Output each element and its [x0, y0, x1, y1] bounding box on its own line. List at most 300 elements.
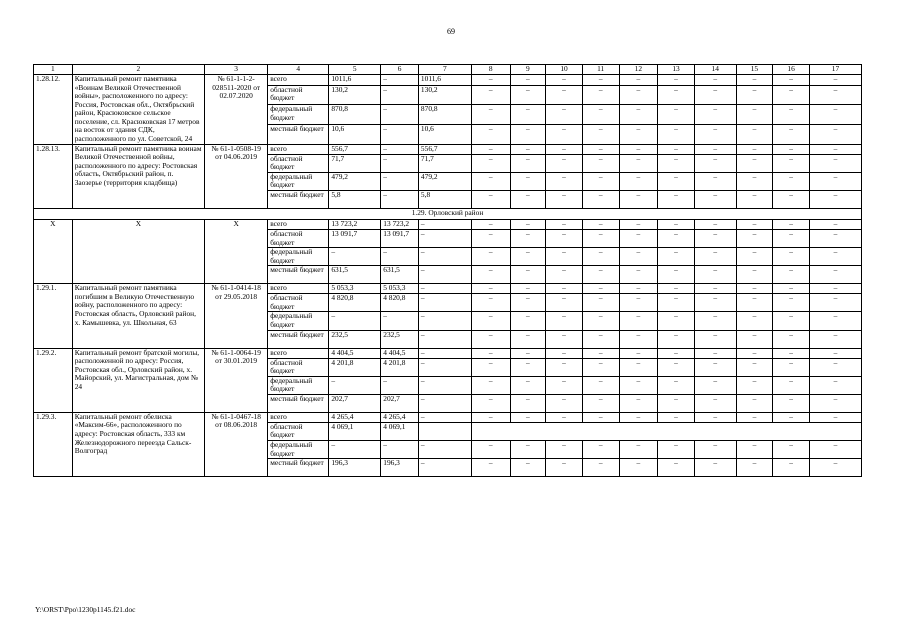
- amount-total: 479,2: [329, 172, 381, 190]
- amount-col12: –: [619, 394, 658, 412]
- amount-col17: –: [809, 229, 861, 247]
- amount-col16: –: [773, 85, 810, 105]
- funding-source: областной бюджет: [268, 229, 329, 247]
- amount-col11: –: [582, 85, 619, 105]
- funding-source: федеральный бюджет: [268, 376, 329, 394]
- amount-col14: –: [694, 284, 736, 294]
- amount-col11: –: [582, 394, 619, 412]
- amount-col6: 196,3: [381, 459, 419, 477]
- amount-col15: –: [736, 229, 773, 247]
- amount-col14: –: [694, 105, 736, 125]
- amount-col16: –: [773, 394, 810, 412]
- amount-col13: –: [658, 154, 695, 172]
- amount-col6: 4 201,8: [381, 358, 419, 376]
- amount-total: –: [329, 376, 381, 394]
- amount-col10: –: [546, 75, 583, 86]
- amount-col10: –: [546, 294, 583, 312]
- amount-col11: –: [582, 229, 619, 247]
- amount-col15: –: [736, 144, 773, 154]
- amount-col12: –: [619, 294, 658, 312]
- amount-col16: –: [773, 284, 810, 294]
- column-number-row: [34, 65, 862, 75]
- amount-total: –: [329, 248, 381, 266]
- amount-col14: –: [694, 248, 736, 266]
- amount-col11: –: [582, 266, 619, 284]
- object-name: Капитальный ремонт обелиска «Максим-66», расположенного по адресу: Ростовская область, 333 км Железнодорожного переезда Сальск-Волгоград: [72, 412, 204, 476]
- amount-col12: –: [619, 248, 658, 266]
- amount-col9: –: [510, 358, 546, 376]
- amount-col11: –: [582, 284, 619, 294]
- amount-col13: –: [658, 294, 695, 312]
- table-row: [34, 144, 862, 154]
- amount-col7: –: [418, 376, 471, 394]
- amount-col11: –: [582, 172, 619, 190]
- amount-col17: –: [809, 154, 861, 172]
- amount-total: 5,8: [329, 190, 381, 208]
- amount-total: 13 723,2: [329, 219, 381, 229]
- amount-col11: –: [582, 219, 619, 229]
- funding-source: федеральный бюджет: [268, 105, 329, 125]
- amount-col7: 479,2: [418, 172, 471, 190]
- column-number: 15: [736, 65, 773, 75]
- amount-col15: –: [736, 294, 773, 312]
- amount-col13: –: [658, 190, 695, 208]
- amount-col7: –: [418, 248, 471, 266]
- column-number: 9: [510, 65, 546, 75]
- column-number: 5: [329, 65, 381, 75]
- amount-col8: –: [471, 459, 510, 477]
- file-path-footer: Y:\ORST\Ppo\1230p1145.f21.doc: [35, 605, 136, 614]
- amount-col16: –: [773, 441, 810, 459]
- amount-total: 130,2: [329, 85, 381, 105]
- amount-col12: –: [619, 75, 658, 86]
- amount-col12: –: [619, 85, 658, 105]
- amount-col14: –: [694, 312, 736, 330]
- amount-col6: 13 091,7: [381, 229, 419, 247]
- amount-col9: –: [510, 376, 546, 394]
- amount-col9: –: [510, 229, 546, 247]
- amount-col17: –: [809, 144, 861, 154]
- amount-col7: [418, 422, 471, 440]
- funding-source: местный бюджет: [268, 394, 329, 412]
- amount-col14: –: [694, 441, 736, 459]
- column-number: 11: [582, 65, 619, 75]
- amount-col9: –: [510, 154, 546, 172]
- amount-col11: –: [582, 441, 619, 459]
- amount-total: 202,7: [329, 394, 381, 412]
- amount-col6: –: [381, 441, 419, 459]
- amount-col15: –: [736, 358, 773, 376]
- section-title: 1.29. Орловский район: [34, 208, 862, 219]
- funding-source: всего: [268, 284, 329, 294]
- amount-col9: –: [510, 75, 546, 86]
- funding-source: федеральный бюджет: [268, 248, 329, 266]
- amount-col8: –: [471, 105, 510, 125]
- amount-col11: –: [582, 75, 619, 86]
- amount-col8: –: [471, 412, 510, 422]
- amount-col17: –: [809, 190, 861, 208]
- table-body: [34, 65, 862, 477]
- table-row: [34, 219, 862, 229]
- column-number: 7: [418, 65, 471, 75]
- amount-col11: –: [582, 125, 619, 145]
- amount-col9: –: [510, 441, 546, 459]
- amount-col13: –: [658, 266, 695, 284]
- amount-col9: –: [510, 459, 546, 477]
- amount-col17: –: [809, 75, 861, 86]
- column-number: 13: [658, 65, 695, 75]
- amount-col15: –: [736, 284, 773, 294]
- amount-col6: –: [381, 172, 419, 190]
- amount-col17: –: [809, 312, 861, 330]
- amount-col14: –: [694, 294, 736, 312]
- amount-col10: –: [546, 376, 583, 394]
- amount-col6: –: [381, 125, 419, 145]
- object-name: Капитальный ремонт памятника воинам Великой Отечественной войны, расположенного по адресу: Ростовская область, Октябрьский район, п. Заозерье (территория кладбища): [72, 144, 204, 208]
- amount-col15: –: [736, 85, 773, 105]
- amount-col13: –: [658, 172, 695, 190]
- amount-col15: –: [736, 266, 773, 284]
- column-number: 8: [471, 65, 510, 75]
- amount-col11: –: [582, 358, 619, 376]
- amount-col10: –: [546, 85, 583, 105]
- amount-col17: –: [809, 394, 861, 412]
- amount-col14: –: [694, 125, 736, 145]
- amount-col12: –: [619, 105, 658, 125]
- amount-col13: –: [658, 441, 695, 459]
- amount-col13: –: [658, 75, 695, 86]
- object-number: 1.29.2.: [34, 348, 73, 412]
- amount-col8: –: [471, 85, 510, 105]
- amount-col7: –: [418, 219, 471, 229]
- amount-col9: –: [510, 266, 546, 284]
- amount-col16: –: [773, 294, 810, 312]
- funding-source: всего: [268, 219, 329, 229]
- amount-col15: –: [736, 248, 773, 266]
- funding-source: всего: [268, 348, 329, 358]
- amount-col9: –: [510, 248, 546, 266]
- amount-col17: –: [809, 441, 861, 459]
- object-name: Капитальный ремонт братской могилы, расположенной по адресу: Россия, Ростовская обл., Орловский район, х. Майорский, ул. Магистральная, дом № 24: [72, 348, 204, 412]
- amount-col7: –: [418, 284, 471, 294]
- amount-col15: –: [736, 105, 773, 125]
- amount-col9: –: [510, 190, 546, 208]
- amount-col12: –: [619, 441, 658, 459]
- amount-col7: 130,2: [418, 85, 471, 105]
- amount-col11: –: [582, 248, 619, 266]
- object-number: 1.29.3.: [34, 412, 73, 476]
- amount-col17: –: [809, 348, 861, 358]
- amount-col10: –: [546, 144, 583, 154]
- amount-col13: –: [658, 394, 695, 412]
- amount-col9: –: [510, 219, 546, 229]
- amount-col8: –: [471, 144, 510, 154]
- amount-col12: –: [619, 284, 658, 294]
- amount-col16: –: [773, 125, 810, 145]
- amount-col13: –: [658, 330, 695, 348]
- amount-col8: –: [471, 172, 510, 190]
- amount-col8: –: [471, 266, 510, 284]
- amount-col15: –: [736, 75, 773, 86]
- funding-source: всего: [268, 144, 329, 154]
- column-number: 3: [205, 65, 268, 75]
- amount-col17: –: [809, 85, 861, 105]
- amount-col9: –: [510, 330, 546, 348]
- amount-col6: –: [381, 312, 419, 330]
- amount-col10: –: [546, 105, 583, 125]
- amount-col15: –: [736, 190, 773, 208]
- amount-col13: –: [658, 459, 695, 477]
- amount-col6: 4 404,5: [381, 348, 419, 358]
- object-name: Х: [72, 219, 204, 283]
- amount-col6: –: [381, 376, 419, 394]
- amount-col17: –: [809, 248, 861, 266]
- amount-total: 10,6: [329, 125, 381, 145]
- amount-col6: 4 265,4: [381, 412, 419, 422]
- amount-col6: 631,5: [381, 266, 419, 284]
- amount-col16: –: [773, 219, 810, 229]
- amount-col10: –: [546, 459, 583, 477]
- amount-total: 196,3: [329, 459, 381, 477]
- amount-col6: –: [381, 105, 419, 125]
- amount-col13: –: [658, 144, 695, 154]
- amount-col14: –: [694, 229, 736, 247]
- amount-col16: –: [773, 154, 810, 172]
- amount-col9: –: [510, 105, 546, 125]
- amount-col16: –: [773, 348, 810, 358]
- amount-col9: –: [510, 85, 546, 105]
- amount-col15: –: [736, 459, 773, 477]
- amount-col14: –: [694, 348, 736, 358]
- amount-col14: –: [694, 412, 736, 422]
- funding-source: всего: [268, 412, 329, 422]
- table-row: [34, 348, 862, 358]
- amount-col10: –: [546, 394, 583, 412]
- amount-col14: –: [694, 459, 736, 477]
- object-name: Капитальный ремонт памятника «Воинам Великой Отечественной войны», расположенного по адресу: Россия, Ростовская обл., Октябрьский район, Красюковское сельское поселение, сл. Красюковская 17 метров на восток от здания СДК, расположенного по ул. Советской, 24: [72, 75, 204, 145]
- amount-col6: 4 820,8: [381, 294, 419, 312]
- amount-col7: –: [418, 330, 471, 348]
- amount-col12: –: [619, 125, 658, 145]
- amount-col16: –: [773, 248, 810, 266]
- amount-col10: –: [546, 284, 583, 294]
- amount-col14: –: [694, 376, 736, 394]
- amount-col8: –: [471, 284, 510, 294]
- amount-col9: –: [510, 294, 546, 312]
- amount-col10: –: [546, 219, 583, 229]
- amount-col13: –: [658, 412, 695, 422]
- amount-col14: –: [694, 154, 736, 172]
- amount-col14: –: [694, 85, 736, 105]
- amount-col12: –: [619, 229, 658, 247]
- amount-col12: –: [619, 172, 658, 190]
- funding-source: областной бюджет: [268, 154, 329, 172]
- amount-col10: –: [546, 125, 583, 145]
- amount-col8: –: [471, 376, 510, 394]
- funding-source: федеральный бюджет: [268, 172, 329, 190]
- amount-col8: –: [471, 75, 510, 86]
- amount-col17: –: [809, 330, 861, 348]
- amount-col7: –: [418, 394, 471, 412]
- amount-col6: –: [381, 248, 419, 266]
- amount-col10: –: [546, 312, 583, 330]
- amount-col8: –: [471, 190, 510, 208]
- funding-source: областной бюджет: [268, 422, 329, 440]
- amount-total: 870,8: [329, 105, 381, 125]
- amount-col16: –: [773, 358, 810, 376]
- amount-col11: –: [582, 105, 619, 125]
- funding-source: местный бюджет: [268, 190, 329, 208]
- object-number: 1.29.1.: [34, 284, 73, 348]
- funding-source: областной бюджет: [268, 358, 329, 376]
- table-row: [34, 412, 862, 422]
- column-number: 14: [694, 65, 736, 75]
- amount-col11: –: [582, 330, 619, 348]
- amount-col13: –: [658, 376, 695, 394]
- amount-col15: –: [736, 376, 773, 394]
- amount-col14: –: [694, 219, 736, 229]
- amount-col10: –: [546, 190, 583, 208]
- amount-col11: –: [582, 190, 619, 208]
- amount-col6: 232,5: [381, 330, 419, 348]
- amount-col15: –: [736, 441, 773, 459]
- amount-col8: –: [471, 348, 510, 358]
- amount-col13: –: [658, 85, 695, 105]
- amount-total: –: [329, 441, 381, 459]
- column-number: 12: [619, 65, 658, 75]
- amount-col17: –: [809, 219, 861, 229]
- amount-col9: –: [510, 172, 546, 190]
- amount-col10: –: [546, 172, 583, 190]
- amount-col15: –: [736, 412, 773, 422]
- amount-col10: –: [546, 229, 583, 247]
- amount-col16: –: [773, 412, 810, 422]
- amount-col8: –: [471, 312, 510, 330]
- amount-col14: –: [694, 75, 736, 86]
- amount-col11: –: [582, 294, 619, 312]
- amount-col15: –: [736, 394, 773, 412]
- amount-col10: –: [546, 348, 583, 358]
- amount-total: 631,5: [329, 266, 381, 284]
- amount-col15: –: [736, 172, 773, 190]
- funding-source: местный бюджет: [268, 330, 329, 348]
- amount-col15: –: [736, 219, 773, 229]
- amount-col11: –: [582, 154, 619, 172]
- amount-total: 232,5: [329, 330, 381, 348]
- section-row: [34, 208, 862, 219]
- amount-col16: –: [773, 105, 810, 125]
- amount-col10: –: [546, 266, 583, 284]
- amount-col12: –: [619, 412, 658, 422]
- amount-total: 4 201,8: [329, 358, 381, 376]
- amount-col11: –: [582, 144, 619, 154]
- amount-col7: –: [418, 358, 471, 376]
- amount-col12: –: [619, 312, 658, 330]
- amount-col9: –: [510, 312, 546, 330]
- column-number: 17: [809, 65, 861, 75]
- amount-col14: –: [694, 330, 736, 348]
- amount-total: 13 091,7: [329, 229, 381, 247]
- amount-col12: –: [619, 330, 658, 348]
- table-row: [34, 284, 862, 294]
- amount-col17: –: [809, 125, 861, 145]
- amount-col14: –: [694, 358, 736, 376]
- amount-col15: –: [736, 154, 773, 172]
- amount-col13: –: [658, 312, 695, 330]
- column-number: 2: [72, 65, 204, 75]
- amount-col7: –: [418, 348, 471, 358]
- amount-col7: –: [418, 266, 471, 284]
- funding-source: местный бюджет: [268, 266, 329, 284]
- amount-col13: –: [658, 284, 695, 294]
- amount-col12: –: [619, 358, 658, 376]
- amount-col15: –: [736, 330, 773, 348]
- amount-col7: –: [418, 459, 471, 477]
- object-document: № 61-1-1-2-028511-2020 от 02.07.2020: [205, 75, 268, 145]
- column-number: 1: [34, 65, 73, 75]
- amount-col11: –: [582, 412, 619, 422]
- object-document: Х: [205, 219, 268, 283]
- amount-col6: 202,7: [381, 394, 419, 412]
- amount-col6: 5 053,3: [381, 284, 419, 294]
- amount-col14: –: [694, 190, 736, 208]
- amount-col14: –: [694, 172, 736, 190]
- column-number: 4: [268, 65, 329, 75]
- amount-col17: –: [809, 412, 861, 422]
- funding-source: местный бюджет: [268, 459, 329, 477]
- object-document: № 61-1-0414-18 от 29.05.2018: [205, 284, 268, 348]
- amount-col8: –: [471, 330, 510, 348]
- amount-col13: –: [658, 125, 695, 145]
- amount-col7: –: [418, 312, 471, 330]
- amount-total: 4 820,8: [329, 294, 381, 312]
- amount-col8: –: [471, 219, 510, 229]
- amount-col16: –: [773, 266, 810, 284]
- amount-col7: –: [418, 412, 471, 422]
- funding-source: федеральный бюджет: [268, 312, 329, 330]
- amount-col13: –: [658, 105, 695, 125]
- amount-col6: 13 723,2: [381, 219, 419, 229]
- amount-col10: –: [546, 412, 583, 422]
- amount-col17: –: [809, 266, 861, 284]
- amount-col17: –: [809, 459, 861, 477]
- amount-col9: –: [510, 125, 546, 145]
- amount-col12: –: [619, 348, 658, 358]
- amount-col8: –: [471, 125, 510, 145]
- funding-source: областной бюджет: [268, 294, 329, 312]
- amount-col12: –: [619, 154, 658, 172]
- amount-col8: –: [471, 229, 510, 247]
- amount-col7: 1011,6: [418, 75, 471, 86]
- amount-col13: –: [658, 248, 695, 266]
- amount-col12: –: [619, 190, 658, 208]
- amount-col10: –: [546, 330, 583, 348]
- funding-table: [33, 64, 862, 477]
- object-document: № 61-1-0508-19 от 04.06.2019: [205, 144, 268, 208]
- amount-col16: –: [773, 459, 810, 477]
- amount-col16: –: [773, 229, 810, 247]
- amount-col16: –: [773, 330, 810, 348]
- amount-col7: –: [418, 229, 471, 247]
- amount-col12: –: [619, 144, 658, 154]
- column-number: 6: [381, 65, 419, 75]
- amount-col14: –: [694, 394, 736, 412]
- amount-col16: –: [773, 144, 810, 154]
- amount-col13: –: [658, 229, 695, 247]
- amount-col16: –: [773, 376, 810, 394]
- amount-total: 4 404,5: [329, 348, 381, 358]
- amount-col11: –: [582, 312, 619, 330]
